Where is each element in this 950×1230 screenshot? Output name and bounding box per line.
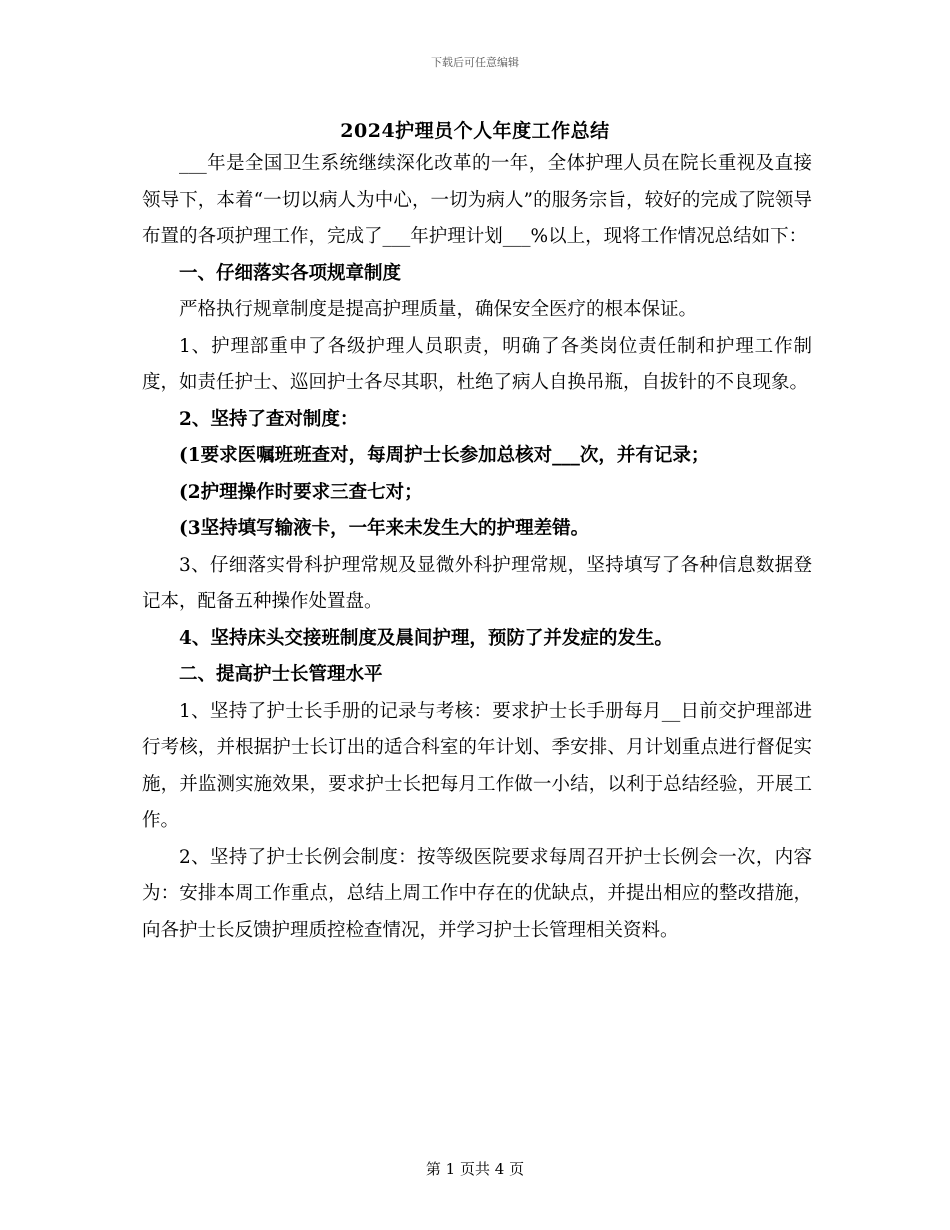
document-title: 2024护理员个人年度工作总结 — [340, 120, 610, 142]
paragraph: 3、仔细落实骨科护理常规及显微外科护理常规，坚持填写了各种信息数据登记本，配备五种操作处置盘。 — [142, 554, 812, 612]
subheading: 2、坚持了查对制度： — [179, 408, 359, 430]
paragraph: 1、坚持了护士长手册的记录与考核：要求护士长手册每月__日前交护理部进行考核，并根据护士长订出的适合科室的年计划、季安排、月计划重点进行督促实施，并监测实施效果，要求护士长把每月工作做一小结，以利于总结经验，开展工作。 — [142, 700, 812, 831]
subheading: 4、坚持床头交接班制度及晨间护理，预防了并发症的发生。 — [179, 627, 673, 649]
paragraph: 2、坚持了护士长例会制度：按等级医院要求每周召开护士长例会一次，内容为：安排本周工作重点，总结上周工作中存在的优缺点，并提出相应的整改措施，向各护士长反馈护理质控检查情况，并学习护士长管理相关资料。 — [142, 846, 812, 941]
paragraph: 严格执行规章制度是提高护理质量，确保安全医疗的根本保证。 — [179, 299, 698, 320]
page-number: 第 1 页共 4 页 — [425, 1160, 525, 1178]
list-item: (1要求医嘱班班查对，每周护士长参加总核对___次，并有记录； — [179, 445, 710, 466]
section-heading-2: 二、提高护士长管理水平 — [179, 664, 383, 685]
header-note: 下载后可任意编辑 — [431, 56, 519, 69]
document-body — [142, 146, 812, 949]
list-item: (2护理操作时要求三查七对； — [179, 481, 423, 503]
section-heading-1: 一、仔细落实各项规章制度 — [179, 262, 402, 284]
list-item: (3坚持填写输液卡，一年来未发生大的护理差错。 — [179, 518, 590, 539]
paragraph: 1、护理部重申了各级护理人员职责，明确了各类岗位责任制和护理工作制度，如责任护士、巡回护士各尽其职，杜绝了病人自换吊瓶，自拔针的不良现象。 — [142, 335, 812, 393]
paragraph-intro: ___年是全国卫生系统继续深化改革的一年，全体护理人员在院长重视及直接领导下，本着“一切以病人为中心，一切为病人”的服务宗旨，较好的完成了院领导布置的各项护理工作，完成了___年护理计划___%以上，现将工作情况总结如下： — [142, 153, 812, 247]
